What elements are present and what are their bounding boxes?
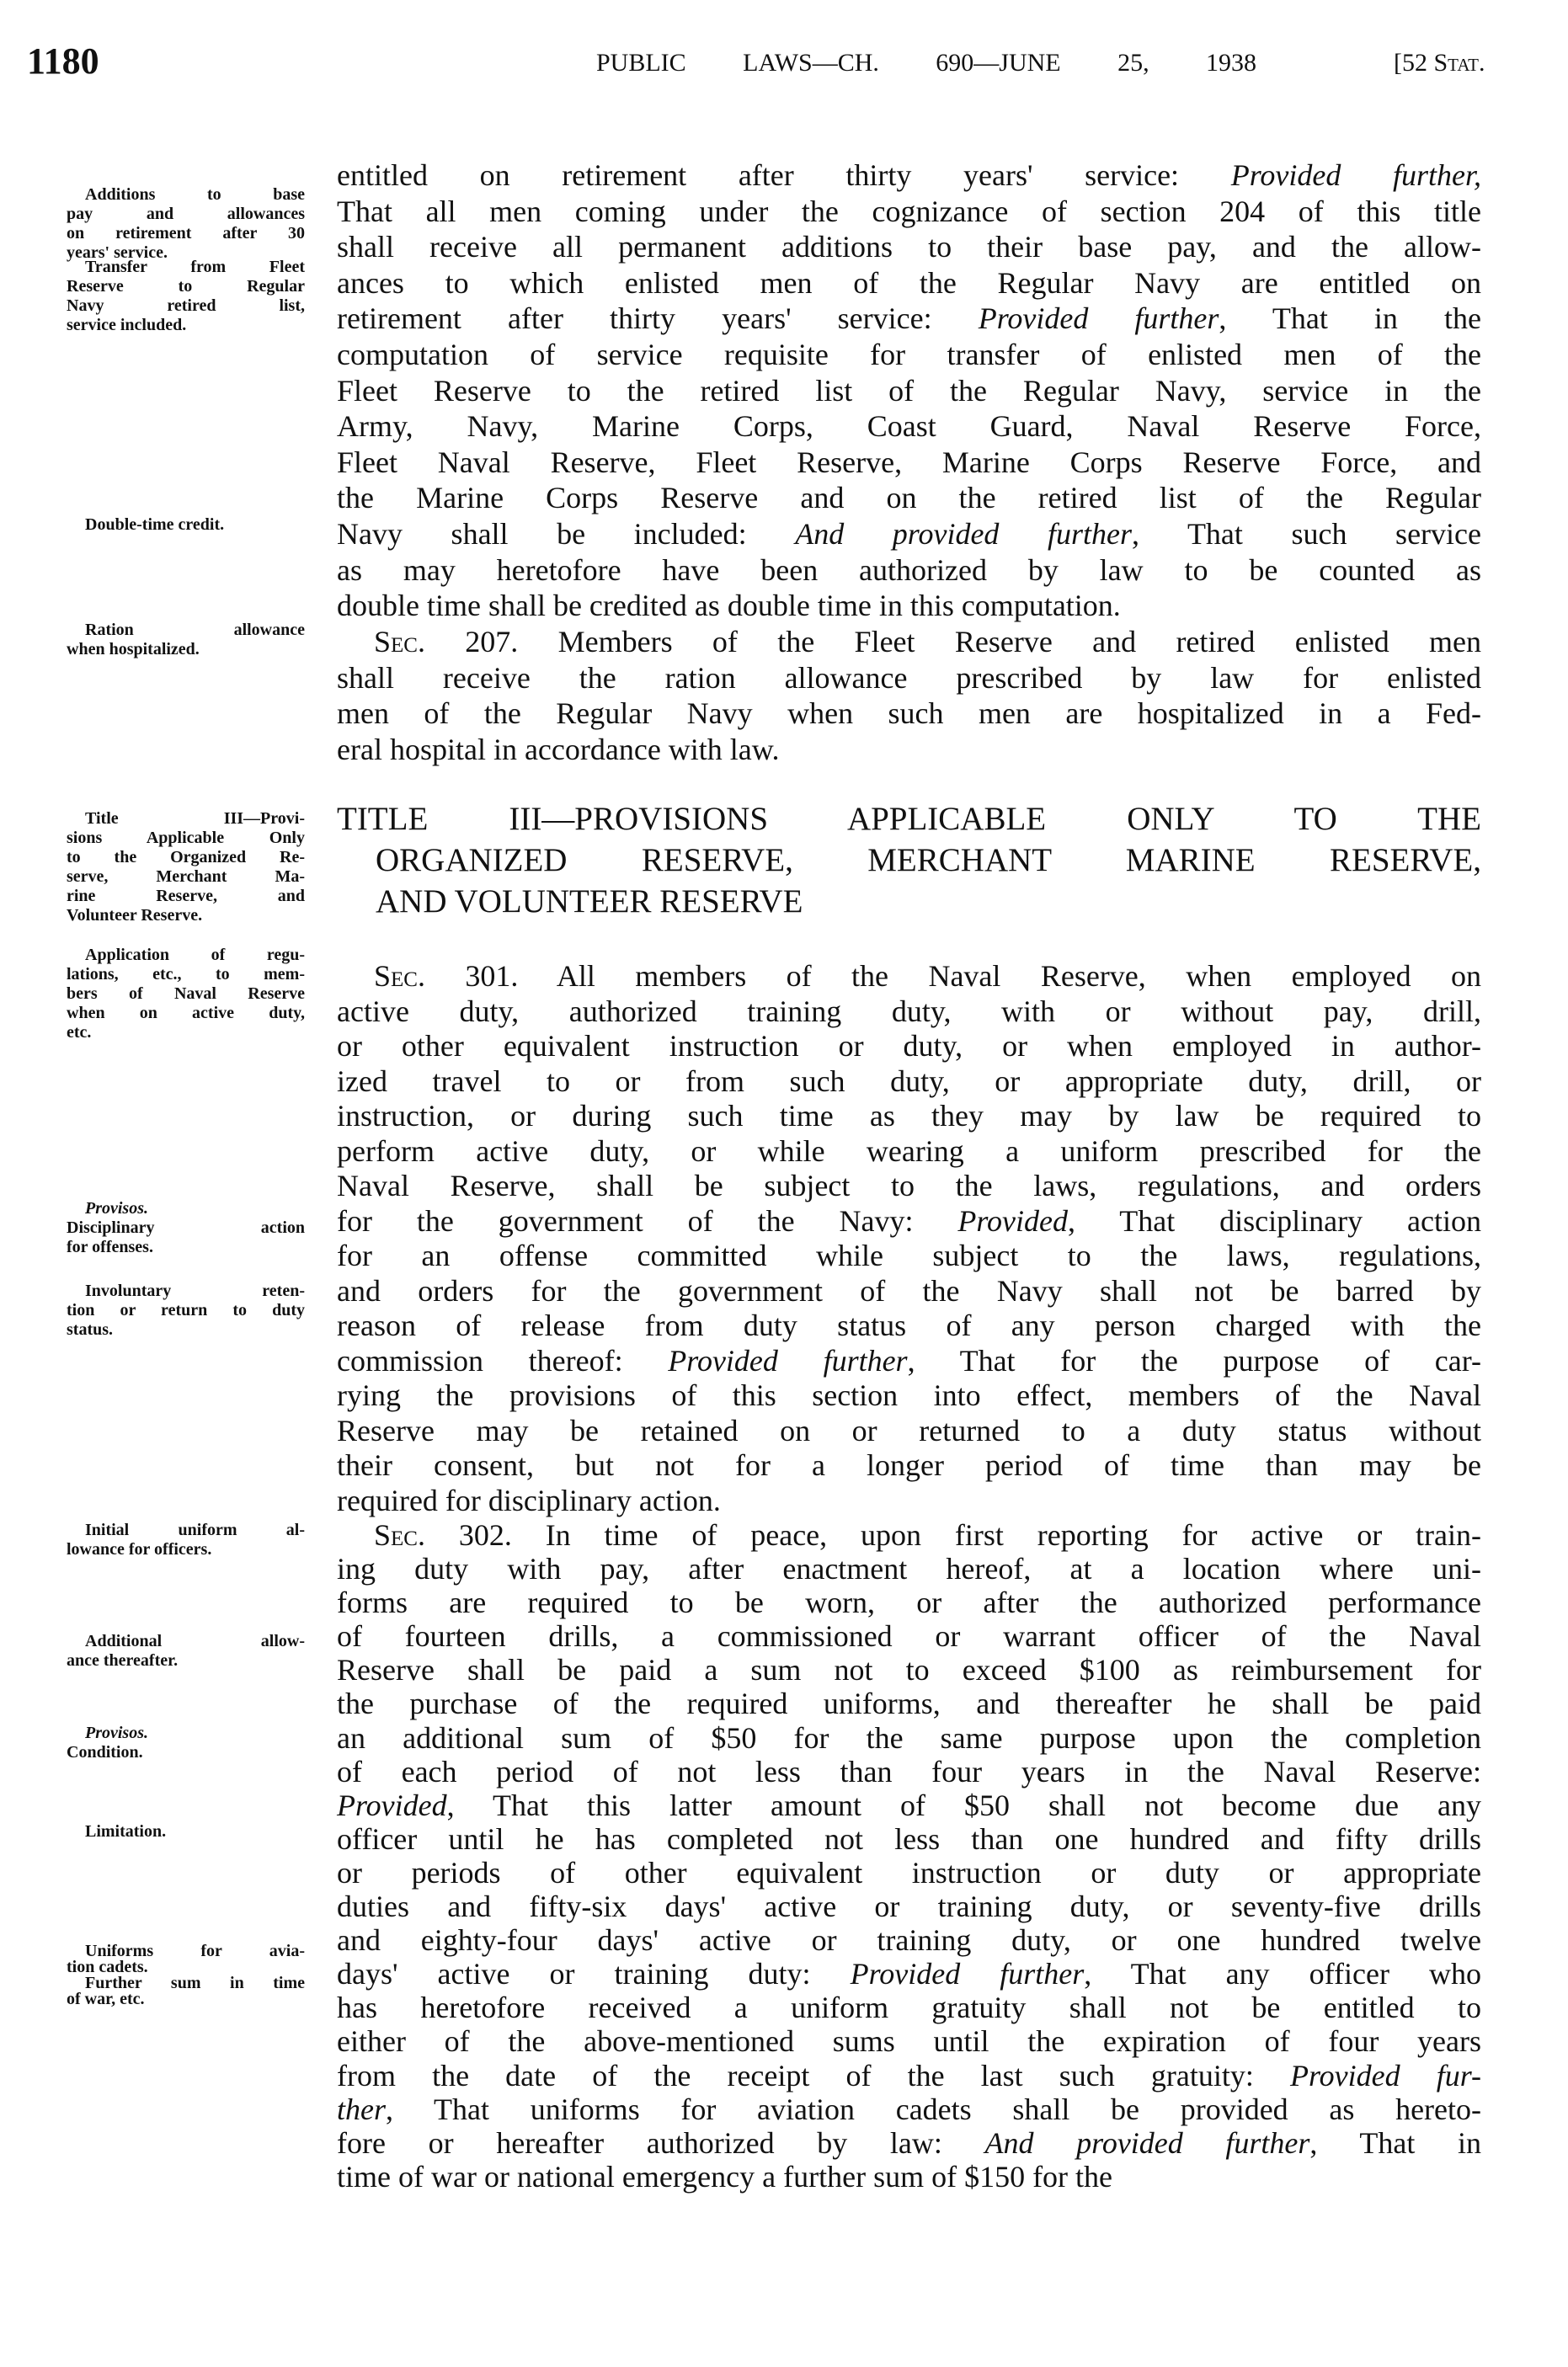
text-line: has heretofore received a uniform gratuity shall not be entitled to bbox=[337, 1991, 1481, 2025]
text-line: Reserve to Regular bbox=[67, 277, 305, 296]
text-line: forms are required to be worn, or after the authorized performance bbox=[337, 1586, 1481, 1620]
text-line: Condition. bbox=[67, 1743, 143, 1762]
text-line: their consent, but not for a longer period of time than may be bbox=[337, 1448, 1481, 1482]
margin-note bbox=[67, 946, 305, 1042]
text-line: Fleet Naval Reserve, Fleet Reserve, Marine Corps Reserve Force, and bbox=[337, 445, 1481, 479]
text-line: tion cadets. bbox=[67, 1958, 148, 1976]
text-line: service included. bbox=[67, 316, 187, 334]
italic-text: And provided further bbox=[984, 2125, 1310, 2160]
text-line: Additions to base bbox=[85, 185, 305, 204]
text-line: an additional sum of $50 for the same purpose upon the completion bbox=[337, 1720, 1481, 1755]
text-line: TITLE III—PROVISIONS APPLICABLE ONLY TO THE bbox=[337, 801, 1481, 837]
margin-note bbox=[67, 1282, 305, 1340]
text-line: ther, That uniforms for aviation cadets shall be provided as hereto- bbox=[337, 2092, 1481, 2126]
text-line: or periods of other equivalent instruction or duty or appropriate bbox=[337, 1855, 1481, 1890]
text-line: computation of service requisite for transfer of enlisted men of the bbox=[337, 337, 1481, 371]
text-line: active duty, authorized training duty, with or without pay, drill, bbox=[337, 994, 1481, 1028]
section-302 bbox=[337, 1518, 1481, 2194]
text-line: years' service. bbox=[67, 243, 168, 262]
text-line: status. bbox=[67, 1320, 114, 1339]
margin-note bbox=[67, 515, 305, 535]
text-line: from the date of the receipt of the last such gratuity: Provided fur- bbox=[337, 2058, 1481, 2092]
text-line bbox=[67, 1724, 305, 1743]
italic-text: Provided bbox=[337, 1788, 447, 1822]
body-text-continuation bbox=[337, 157, 1481, 624]
text-line: retirement after thirty years' service: Provided further, That in the bbox=[337, 301, 1482, 336]
text-line: Volunteer Reserve. bbox=[67, 906, 203, 925]
margin-note bbox=[67, 809, 305, 925]
text-line: lowance for officers. bbox=[67, 1540, 212, 1559]
text-line: on retirement after 30 bbox=[67, 224, 305, 243]
text-line: Additional allow- bbox=[85, 1632, 305, 1650]
text-line: Sec. 207. Members of the Fleet Reserve and retired enlisted men bbox=[374, 625, 1481, 658]
text-line: Application of regu- bbox=[85, 946, 305, 964]
italic-text: Provided fur- bbox=[1289, 2058, 1481, 2092]
text-line: Involuntary reten- bbox=[85, 1282, 305, 1300]
text-line: shall receive the ration allowance prescribed by law for enlisted bbox=[337, 660, 1481, 695]
italic-text: Provisos. bbox=[85, 1724, 148, 1742]
text-line: for the government of the Navy: Provided, That disciplinary action bbox=[337, 1203, 1481, 1238]
text-line: eral hospital in accordance with law. bbox=[337, 732, 780, 766]
text-line: to the Organized Re- bbox=[67, 848, 305, 866]
text-line: Fleet Reserve to the retired list of the Regular Navy, service in the bbox=[337, 373, 1481, 408]
text-line: for offenses. bbox=[67, 1238, 153, 1256]
text-line: and orders for the government of the Navy shall not be barred by bbox=[337, 1273, 1481, 1308]
text-line bbox=[67, 1199, 305, 1218]
text-line: for an offense committed while subject to the laws, regulations, bbox=[337, 1239, 1481, 1272]
italic-text: Provided further bbox=[850, 1957, 1085, 1991]
text-line: when on active duty, bbox=[67, 1004, 305, 1022]
text-line: etc. bbox=[67, 1023, 92, 1042]
text-line: Reserve may be retained on or returned to a duty status without bbox=[337, 1413, 1481, 1447]
text-line: Uniforms for avia- bbox=[85, 1942, 305, 1960]
text-line: of each period of not less than four years in the Naval Reserve: bbox=[337, 1754, 1481, 1789]
text-line: instruction, or during such time as they may by law be required to bbox=[337, 1099, 1481, 1133]
title-iii-heading bbox=[337, 798, 1481, 922]
italic-text: Provided bbox=[957, 1203, 1068, 1238]
text-line: Sec. 301. All members of the Naval Reserve, when employed on bbox=[374, 959, 1481, 993]
text-line: and eighty-four days' active or training duty, or one hundred twelve bbox=[337, 1923, 1481, 1958]
margin-note bbox=[67, 1943, 305, 1975]
text-line: Provided, That this latter amount of $50 shall not become due any bbox=[337, 1788, 1481, 1822]
section-301 bbox=[337, 959, 1481, 1518]
text-line: ance thereafter. bbox=[67, 1651, 179, 1670]
text-line: required for disciplinary action. bbox=[337, 1483, 721, 1517]
text-line: perform active duty, or while wearing a uniform prescribed for the bbox=[337, 1133, 1481, 1168]
text-line: rying the provisions of this section into effect, members of the Naval bbox=[337, 1378, 1481, 1412]
text-line: days' active or training duty: Provided further, That any officer who bbox=[337, 1957, 1481, 1991]
section-label: Sec. bbox=[374, 1518, 425, 1552]
text-line: Sec. 302. In time of peace, upon first reporting for active or train- bbox=[374, 1518, 1481, 1552]
text-line: AND VOLUNTEER RESERVE bbox=[376, 883, 803, 920]
margin-note bbox=[67, 1521, 305, 1559]
italic-text: Provisos. bbox=[85, 1199, 148, 1218]
page-number: 1180 bbox=[27, 40, 99, 82]
italic-text: Provided further bbox=[668, 1343, 908, 1378]
text-line: duties and fifty-six days' active or training duty, or seventy-five drills bbox=[337, 1890, 1481, 1924]
text-line: That all men coming under the cognizance of section 204 of this title bbox=[337, 194, 1481, 228]
margin-note bbox=[67, 1724, 305, 1762]
text-line: time of war or national emergency a further sum of $150 for the bbox=[337, 2159, 1113, 2194]
margin-note bbox=[67, 1822, 305, 1842]
italic-text: And provided further bbox=[795, 516, 1133, 551]
text-line: ized travel to or from such duty, or appropriate duty, drill, or bbox=[337, 1064, 1481, 1098]
margin-note bbox=[67, 1975, 305, 2007]
text-line: as may heretofore have been authorized by law to be counted as bbox=[337, 552, 1481, 587]
text-line: officer until he has completed not less than one hundred and fifty drills bbox=[337, 1821, 1481, 1856]
margin-note bbox=[67, 621, 305, 659]
text-line: when hospitalized. bbox=[67, 640, 200, 658]
margin-note bbox=[67, 258, 305, 335]
text-line: either of the above-mentioned sums until the expiration of four years bbox=[337, 2024, 1481, 2059]
italic-text: Provided further bbox=[978, 301, 1219, 336]
volume-reference: [52 Stat. bbox=[1394, 49, 1485, 77]
italic-text: ther bbox=[337, 2092, 386, 2126]
text-line: fore or hereafter authorized by law: And provided further, That in bbox=[337, 2125, 1482, 2160]
text-line: shall receive all permanent additions to their base pay, and the allow- bbox=[337, 230, 1481, 264]
text-line: Initial uniform al- bbox=[85, 1521, 305, 1539]
text-line: Naval Reserve, shall be subject to the laws, regulations, and orders bbox=[337, 1169, 1481, 1202]
margin-note bbox=[67, 1632, 305, 1671]
text-line: the purchase of the required uniforms, and thereafter he shall be paid bbox=[337, 1687, 1481, 1721]
section-label: Sec. bbox=[374, 959, 425, 993]
text-line: the Marine Corps Reserve and on the retired list of the Regular bbox=[337, 481, 1481, 515]
text-line: Further sum in time bbox=[85, 1974, 305, 1992]
text-line: Navy shall be included: And provided further, That such service bbox=[337, 516, 1481, 551]
running-title: PUBLIC LAWS—CH. 690—JUNE 25, 1938 bbox=[596, 49, 1256, 77]
text-line: Double-time credit. bbox=[85, 515, 225, 534]
text-line: Transfer from Fleet bbox=[85, 258, 305, 276]
italic-text: Provided further, bbox=[1230, 158, 1481, 192]
text-line: tion or return to duty bbox=[67, 1301, 305, 1319]
section-207 bbox=[337, 624, 1481, 767]
text-line: of war, etc. bbox=[67, 1990, 145, 2008]
text-line: of fourteen drills, a commissioned or warrant officer of the Naval bbox=[337, 1619, 1481, 1654]
text-line: ances to which enlisted men of the Regular Navy are entitled on bbox=[337, 265, 1481, 300]
text-line: Disciplinary action bbox=[67, 1218, 305, 1237]
text-line: serve, Merchant Ma- bbox=[67, 867, 305, 886]
text-line: pay and allowances bbox=[67, 205, 305, 223]
text-line: Ration allowance bbox=[85, 621, 305, 639]
text-line: ORGANIZED RESERVE, MERCHANT MARINE RESERVE, bbox=[376, 842, 1481, 878]
text-line: ing duty with pay, after enactment hereof, at a location where uni- bbox=[337, 1552, 1481, 1586]
text-line: reason of release from duty status of any person charged with the bbox=[337, 1309, 1481, 1342]
section-label: Sec. bbox=[374, 625, 425, 658]
text-line: commission thereof: Provided further, That for the purpose of car- bbox=[337, 1343, 1482, 1378]
text-line: Army, Navy, Marine Corps, Coast Guard, Naval Reserve Force, bbox=[337, 409, 1481, 444]
text-line: entitled on retirement after thirty years' service: Provided further, bbox=[337, 158, 1481, 192]
text-line: Title III—Provi- bbox=[85, 809, 305, 828]
margin-note bbox=[67, 185, 305, 263]
text-line: men of the Regular Navy when such men are hospitalized in a Fed- bbox=[337, 696, 1481, 731]
text-line: or other equivalent instruction or duty, or when employed in author- bbox=[337, 1029, 1481, 1063]
text-line: lations, etc., to mem- bbox=[67, 965, 305, 984]
text-line: Limitation. bbox=[85, 1822, 167, 1841]
margin-note bbox=[67, 1199, 305, 1257]
text-line: rine Reserve, and bbox=[67, 887, 305, 905]
text-line: double time shall be credited as double time in this computation. bbox=[337, 589, 1121, 623]
text-line: Reserve shall be paid a sum not to exceed $100 as reimbursement for bbox=[337, 1653, 1481, 1687]
text-line: sions Applicable Only bbox=[67, 829, 305, 847]
text-line: Navy retired list, bbox=[67, 296, 305, 315]
text-line: bers of Naval Reserve bbox=[67, 984, 305, 1003]
